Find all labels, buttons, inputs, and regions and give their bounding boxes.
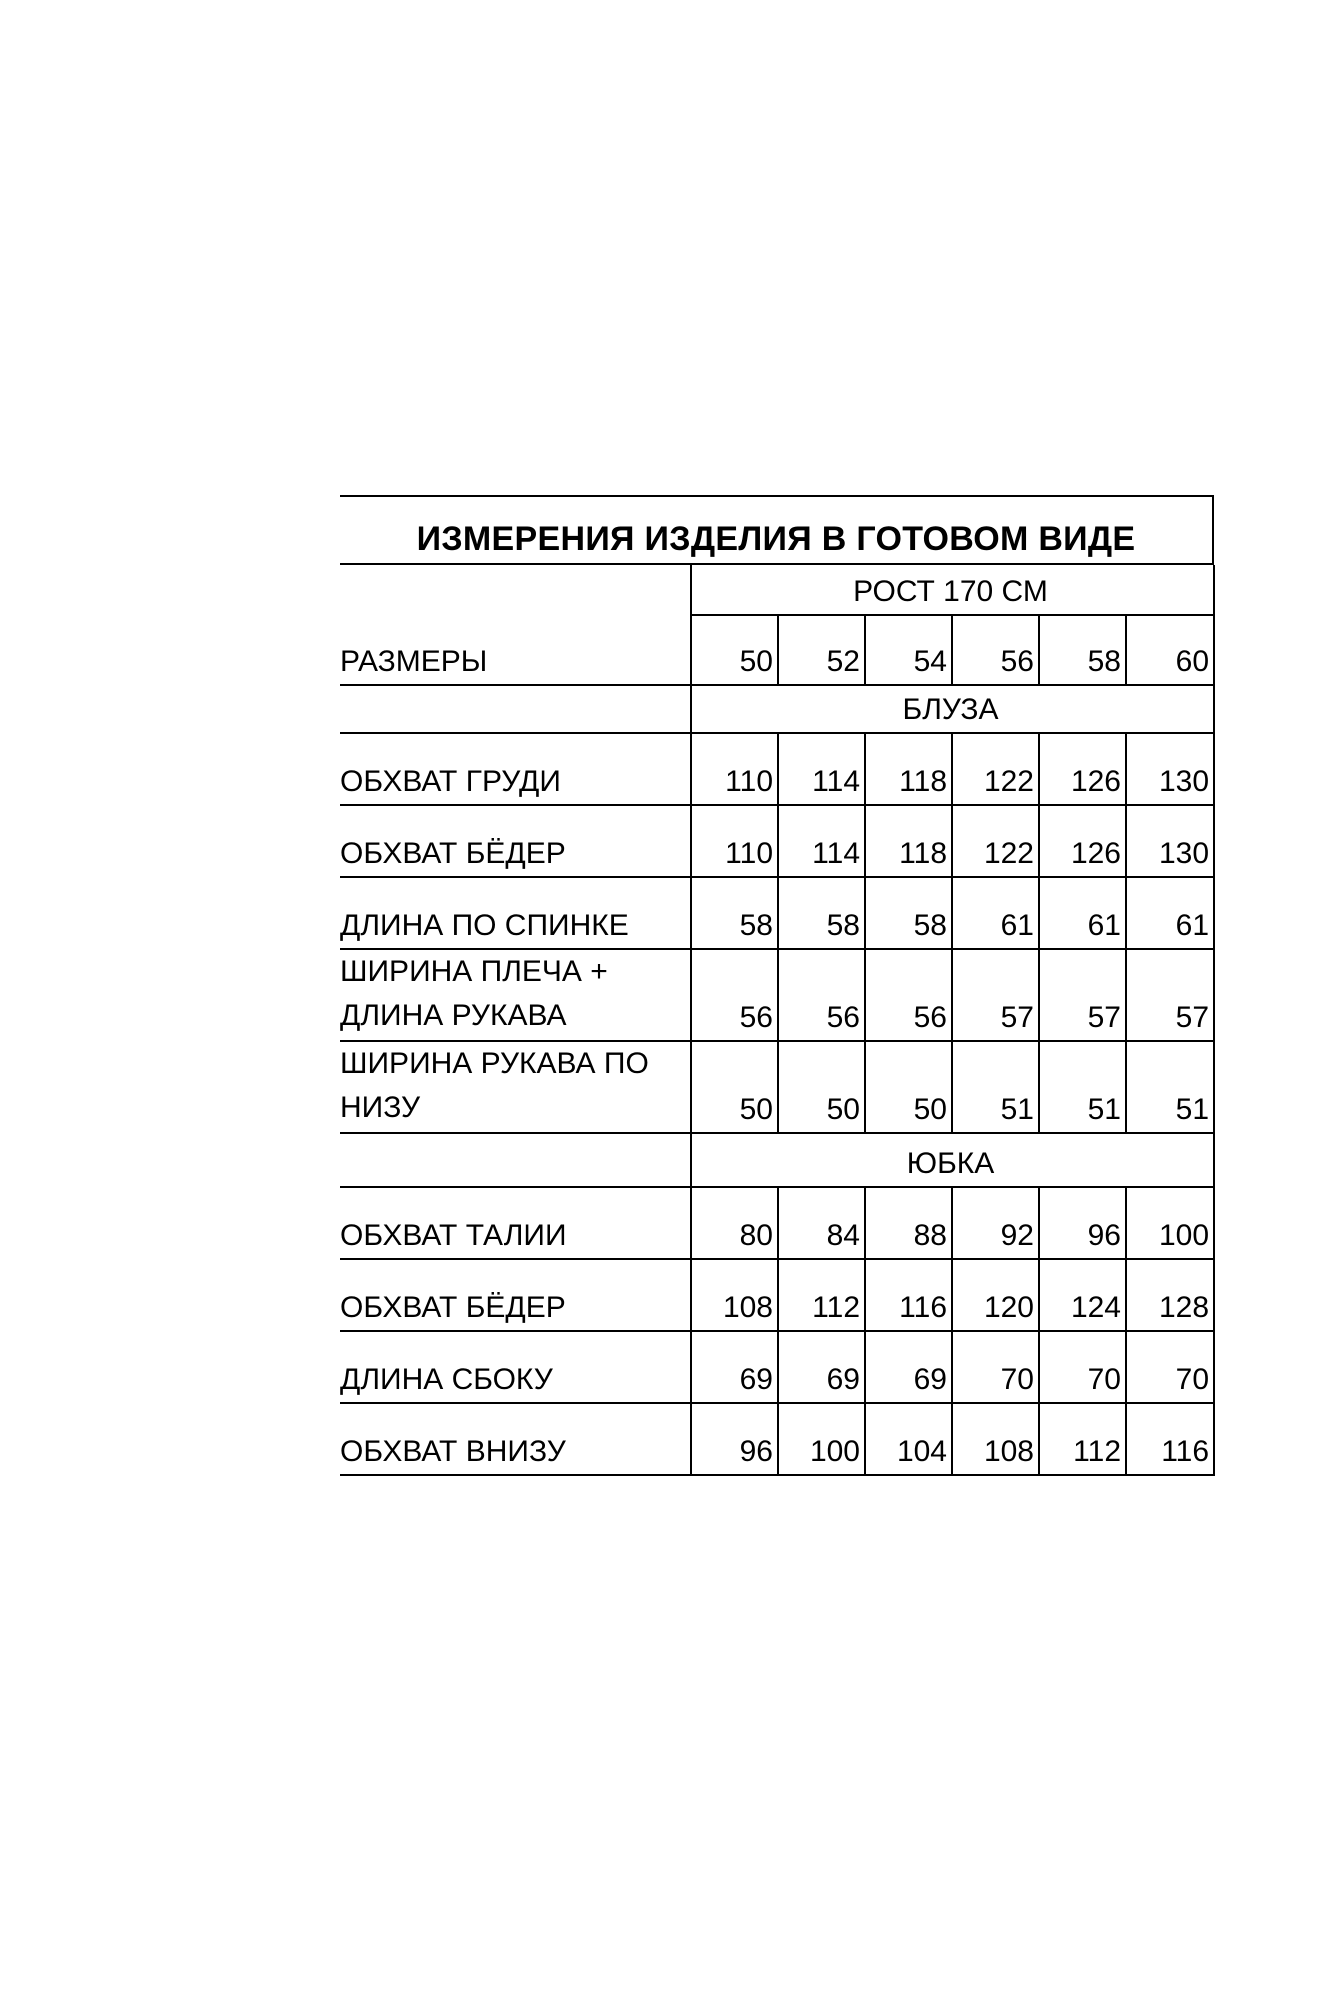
size-54: 54 bbox=[865, 615, 952, 685]
measurement-value: 130 bbox=[1126, 733, 1214, 805]
measurement-value: 70 bbox=[1039, 1331, 1126, 1403]
measurement-value: 96 bbox=[1039, 1187, 1126, 1259]
measurement-value: 57 bbox=[1039, 949, 1126, 1041]
header-spacer bbox=[340, 565, 691, 615]
measurement-value: 50 bbox=[865, 1041, 952, 1133]
measurement-value: 61 bbox=[1126, 877, 1214, 949]
measurement-value: 69 bbox=[778, 1331, 865, 1403]
measurement-value: 120 bbox=[952, 1259, 1039, 1331]
measurement-value: 70 bbox=[1126, 1331, 1214, 1403]
measurement-value: 50 bbox=[778, 1041, 865, 1133]
measurement-value: 58 bbox=[778, 877, 865, 949]
measurement-value: 50 bbox=[691, 1041, 778, 1133]
measurement-value: 56 bbox=[691, 949, 778, 1041]
table-row bbox=[340, 1041, 1214, 1133]
sizes-row bbox=[340, 615, 1214, 685]
measurement-label: ОБХВАТ ГРУДИ bbox=[340, 733, 691, 805]
table-row bbox=[340, 1331, 1214, 1403]
measurement-value: 58 bbox=[865, 877, 952, 949]
measurement-value: 51 bbox=[1126, 1041, 1214, 1133]
measurement-value: 96 bbox=[691, 1403, 778, 1475]
measurement-value: 57 bbox=[1126, 949, 1214, 1041]
height-header: РОСТ 170 СМ bbox=[691, 565, 1214, 615]
measurement-value: 57 bbox=[952, 949, 1039, 1041]
measurement-value: 61 bbox=[1039, 877, 1126, 949]
table-row bbox=[340, 733, 1214, 805]
measurement-value: 114 bbox=[778, 733, 865, 805]
size-52: 52 bbox=[778, 615, 865, 685]
size-58: 58 bbox=[1039, 615, 1126, 685]
table-row bbox=[340, 805, 1214, 877]
measurement-value: 80 bbox=[691, 1187, 778, 1259]
measurement-value: 69 bbox=[691, 1331, 778, 1403]
measurement-value: 104 bbox=[865, 1403, 952, 1475]
measurement-value: 124 bbox=[1039, 1259, 1126, 1331]
measurement-value: 110 bbox=[691, 733, 778, 805]
measurement-value: 56 bbox=[778, 949, 865, 1041]
measurement-value: 108 bbox=[952, 1403, 1039, 1475]
size-50: 50 bbox=[691, 615, 778, 685]
size-56: 56 bbox=[952, 615, 1039, 685]
size-chart bbox=[340, 495, 1214, 1476]
measurement-value: 61 bbox=[952, 877, 1039, 949]
measurement-value: 118 bbox=[865, 805, 952, 877]
measurement-value: 51 bbox=[952, 1041, 1039, 1133]
measurement-value: 114 bbox=[778, 805, 865, 877]
measurement-label: ОБХВАТ ВНИЗУ bbox=[340, 1403, 691, 1475]
measurement-value: 92 bbox=[952, 1187, 1039, 1259]
section-spacer bbox=[340, 1133, 691, 1187]
measurement-value: 122 bbox=[952, 805, 1039, 877]
table-row bbox=[340, 949, 1214, 1041]
measurement-value: 84 bbox=[778, 1187, 865, 1259]
measurement-value: 100 bbox=[778, 1403, 865, 1475]
measurement-value: 122 bbox=[952, 733, 1039, 805]
table-row bbox=[340, 877, 1214, 949]
measurement-value: 69 bbox=[865, 1331, 952, 1403]
measurement-value: 118 bbox=[865, 733, 952, 805]
section-0-title: БЛУЗА bbox=[691, 685, 1214, 733]
measurement-value: 110 bbox=[691, 805, 778, 877]
measurement-label: ОБХВАТ БЁДЕР bbox=[340, 805, 691, 877]
measurement-value: 51 bbox=[1039, 1041, 1126, 1133]
measurement-value: 116 bbox=[865, 1259, 952, 1331]
measurement-label: ДЛИНА СБОКУ bbox=[340, 1331, 691, 1403]
section-header-row bbox=[340, 685, 1214, 733]
measurement-value: 126 bbox=[1039, 805, 1126, 877]
chart-title: ИЗМЕРЕНИЯ ИЗДЕЛИЯ В ГОТОВОМ ВИДЕ bbox=[340, 495, 1214, 565]
measurement-label: ДЛИНА ПО СПИНКЕ bbox=[340, 877, 691, 949]
measurements-table bbox=[340, 565, 1215, 1476]
section-header-row bbox=[340, 1133, 1214, 1187]
measurement-value: 112 bbox=[778, 1259, 865, 1331]
section-spacer bbox=[340, 685, 691, 733]
measurement-value: 126 bbox=[1039, 733, 1126, 805]
measurement-label: ОБХВАТ ТАЛИИ bbox=[340, 1187, 691, 1259]
measurement-label: ОБХВАТ БЁДЕР bbox=[340, 1259, 691, 1331]
measurement-value: 58 bbox=[691, 877, 778, 949]
table-row bbox=[340, 1187, 1214, 1259]
measurement-label: ШИРИНА РУКАВА ПО НИЗУ bbox=[340, 1041, 691, 1133]
measurement-value: 130 bbox=[1126, 805, 1214, 877]
size-60: 60 bbox=[1126, 615, 1214, 685]
height-header-row bbox=[340, 565, 1214, 615]
measurement-value: 108 bbox=[691, 1259, 778, 1331]
measurement-value: 116 bbox=[1126, 1403, 1214, 1475]
sizes-label: РАЗМЕРЫ bbox=[340, 615, 691, 685]
table-row bbox=[340, 1403, 1214, 1475]
measurement-label: ШИРИНА ПЛЕЧА + ДЛИНА РУКАВА bbox=[340, 949, 691, 1041]
measurement-value: 56 bbox=[865, 949, 952, 1041]
measurement-value: 70 bbox=[952, 1331, 1039, 1403]
section-1-title: ЮБКА bbox=[691, 1133, 1214, 1187]
measurement-value: 128 bbox=[1126, 1259, 1214, 1331]
measurement-value: 88 bbox=[865, 1187, 952, 1259]
measurement-value: 112 bbox=[1039, 1403, 1126, 1475]
table-row bbox=[340, 1259, 1214, 1331]
measurement-value: 100 bbox=[1126, 1187, 1214, 1259]
